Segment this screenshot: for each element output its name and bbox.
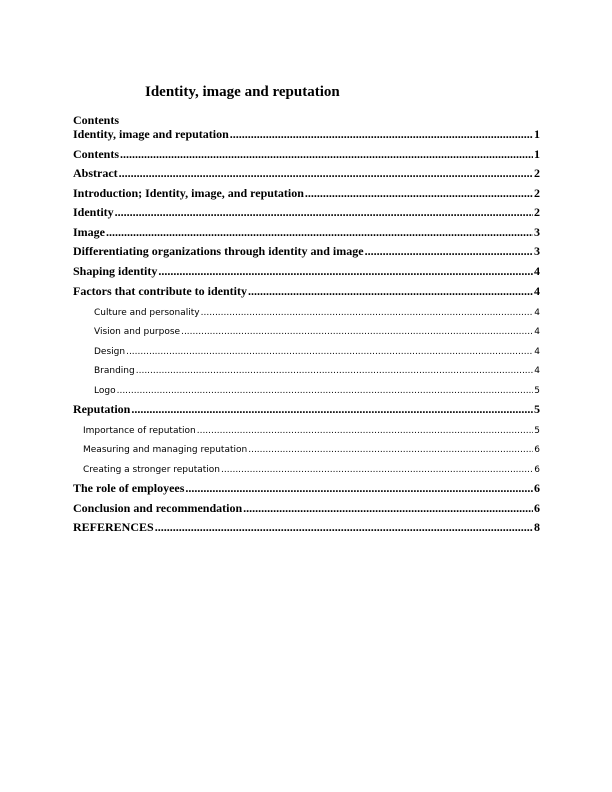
toc-entry-page-number: 4 (534, 264, 540, 278)
toc-entry-title: Abstract (73, 166, 118, 180)
toc-entry-title: Reputation (73, 402, 131, 416)
toc-entry-title: Identity, image and reputation (73, 127, 229, 141)
toc-entry[interactable] (94, 385, 540, 397)
toc-entry-title: The role of employees (73, 481, 185, 495)
toc-entry[interactable] (94, 346, 540, 358)
toc-entry-page-number: 8 (534, 520, 540, 534)
toc-entry-title: Conclusion and recommendation (73, 501, 243, 515)
toc-entry-title: Importance of reputation (83, 426, 196, 436)
toc-entry-page-number: 5 (534, 426, 540, 436)
toc-entry[interactable] (94, 326, 540, 338)
toc-entry[interactable] (73, 481, 540, 496)
toc-entry[interactable] (73, 225, 540, 240)
toc-dot-leader (181, 326, 533, 338)
toc-entry-page-number: 3 (534, 244, 540, 258)
toc-dot-leader (131, 402, 533, 417)
toc-dot-leader (201, 307, 534, 319)
toc-entry[interactable] (83, 425, 540, 437)
toc-entry-title: Introduction; Identity, image, and reputation (73, 186, 304, 200)
toc-entry[interactable] (73, 520, 540, 535)
toc-entry[interactable] (73, 127, 540, 142)
toc-entry-title: Creating a stronger reputation (83, 465, 221, 475)
toc-entry-title: Design (94, 347, 126, 357)
toc-dot-leader (115, 205, 533, 220)
document-title: Identity, image and reputation (145, 84, 340, 100)
toc-entry-page-number: 4 (534, 347, 540, 357)
toc-entry[interactable] (94, 365, 540, 377)
toc-dot-leader (248, 444, 533, 456)
toc-dot-leader (305, 186, 533, 201)
toc-entry-page-number: 1 (534, 127, 540, 141)
toc-entry-title: Image (73, 225, 105, 239)
toc-entry[interactable] (94, 307, 540, 319)
toc-entry-title: Identity (73, 205, 114, 219)
toc-dot-leader (243, 501, 533, 516)
toc-entry[interactable] (83, 444, 540, 456)
toc-entry[interactable] (73, 501, 540, 516)
toc-entry-title: Culture and personality (94, 308, 200, 318)
toc-entry-title: Branding (94, 366, 135, 376)
toc-dot-leader (120, 147, 533, 162)
toc-entry[interactable] (73, 402, 540, 417)
toc-entry-page-number: 5 (534, 402, 540, 416)
toc-entry-page-number: 2 (534, 186, 540, 200)
toc-dot-leader (197, 425, 534, 437)
toc-entry[interactable] (83, 464, 540, 476)
toc-entry-page-number: 3 (534, 225, 540, 239)
toc-entry-page-number: 5 (534, 386, 540, 396)
toc-entry-page-number: 6 (534, 501, 540, 515)
toc-entry-title: Measuring and managing reputation (83, 445, 248, 455)
toc-dot-leader (136, 365, 534, 377)
toc-dot-leader (230, 127, 533, 142)
toc-entry-page-number: 6 (534, 445, 540, 455)
toc-entry-page-number: 1 (534, 147, 540, 161)
toc-dot-leader (119, 166, 533, 181)
toc-dot-leader (126, 346, 533, 358)
toc-entry-title: Vision and purpose (94, 327, 181, 337)
toc-entry-title: Differentiating organizations through identity and image (73, 244, 364, 258)
toc-dot-leader (365, 244, 533, 259)
toc-dot-leader (158, 264, 533, 279)
toc-dot-leader (155, 520, 533, 535)
toc-entry-page-number: 2 (534, 205, 540, 219)
toc-dot-leader (221, 464, 533, 476)
toc-dot-leader (117, 385, 534, 397)
toc-dot-leader (185, 481, 533, 496)
toc-entry-title: Contents (73, 147, 120, 161)
toc-entry-title: Factors that contribute to identity (73, 284, 247, 298)
toc-entry[interactable] (73, 284, 540, 299)
toc-entry[interactable] (73, 186, 540, 201)
toc-entry[interactable] (73, 205, 540, 220)
toc-entry-page-number: 2 (534, 166, 540, 180)
toc-entry-page-number: 4 (534, 366, 540, 376)
toc-entry-title: Logo (94, 386, 116, 396)
toc-entry[interactable] (73, 166, 540, 181)
contents-heading: Contents (73, 113, 120, 127)
toc-entry-page-number: 4 (534, 284, 540, 298)
toc-entry[interactable] (73, 264, 540, 279)
toc-entry-title: Shaping identity (73, 264, 158, 278)
toc-entry-page-number: 4 (534, 327, 540, 337)
toc-entry-page-number: 6 (534, 481, 540, 495)
toc-entry-title: REFERENCES (73, 520, 154, 534)
toc-dot-leader (248, 284, 533, 299)
toc-entry[interactable] (73, 244, 540, 259)
toc-entry-page-number: 4 (534, 308, 540, 318)
toc-entry[interactable] (73, 147, 540, 162)
toc-entry-page-number: 6 (534, 465, 540, 475)
toc-dot-leader (106, 225, 533, 240)
